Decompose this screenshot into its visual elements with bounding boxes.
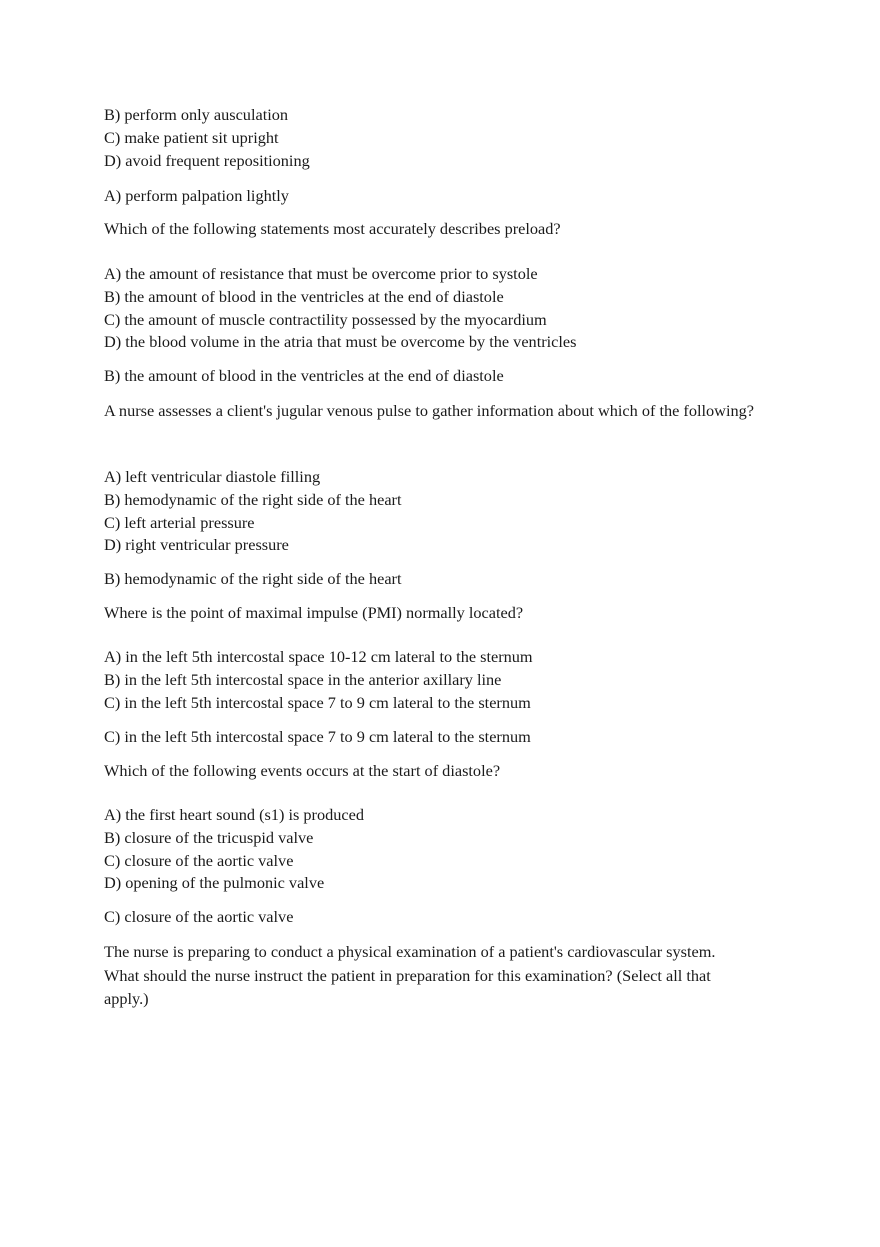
question-text: Where is the point of maximal impulse (PMI) normally located? <box>104 603 524 622</box>
option: D) avoid frequent repositioning <box>104 150 310 170</box>
answer-text: C) in the left 5th intercostal space 7 to 9 cm lateral to the sternum <box>104 727 531 746</box>
option: B) closure of the tricuspid valve <box>104 827 314 847</box>
answer-text: C) closure of the aortic valve <box>104 907 294 926</box>
question-text: Which of the following statements most accurately describes preload? <box>104 219 561 238</box>
option: B) in the left 5th intercostal space in the anterior axillary line <box>104 669 502 689</box>
option: B) perform only ausculation <box>104 105 289 124</box>
intro-answer: A) perform palpation lightly <box>104 186 289 205</box>
question-options <box>104 263 764 354</box>
option: D) the blood volume in the atria that must be overcome by the ventricles <box>104 332 577 352</box>
option: D) opening of the pulmonic valve <box>104 873 325 893</box>
question-options <box>104 646 764 714</box>
option: A) the first heart sound (s1) is produced <box>104 805 364 824</box>
option: A) in the left 5th intercostal space 10-12 cm lateral to the sternum <box>104 647 533 666</box>
option: C) in the left 5th intercostal space 7 to 9 cm lateral to the sternum <box>104 692 531 712</box>
answer-text: B) hemodynamic of the right side of the heart <box>104 569 402 588</box>
question-options <box>104 466 764 557</box>
option: A) the amount of resistance that must be overcome prior to systole <box>104 264 538 283</box>
question-text: Which of the following events occurs at the start of diastole? <box>104 761 501 780</box>
answer-text: B) the amount of blood in the ventricles at the end of diastole <box>104 366 504 385</box>
option: C) left arterial pressure <box>104 512 255 532</box>
option: A) left ventricular diastole filling <box>104 467 321 486</box>
option: C) closure of the aortic valve <box>104 850 294 870</box>
option: C) the amount of muscle contractility possessed by the myocardium <box>104 309 547 329</box>
option: B) the amount of blood in the ventricles at the end of diastole <box>104 286 504 306</box>
option: B) hemodynamic of the right side of the heart <box>104 489 402 509</box>
question-text: The nurse is preparing to conduct a physical examination of a patient's cardiovascular system. What should the nurse instruct the patient in preparation for this examination? (Select all that apply.) <box>104 942 716 1008</box>
option: D) right ventricular pressure <box>104 535 289 555</box>
question-options <box>104 804 764 895</box>
intro-options <box>104 104 764 172</box>
question-text: A nurse assesses a client's jugular venous pulse to gather information about which of the following? <box>104 401 754 420</box>
option: C) make patient sit upright <box>104 127 279 147</box>
